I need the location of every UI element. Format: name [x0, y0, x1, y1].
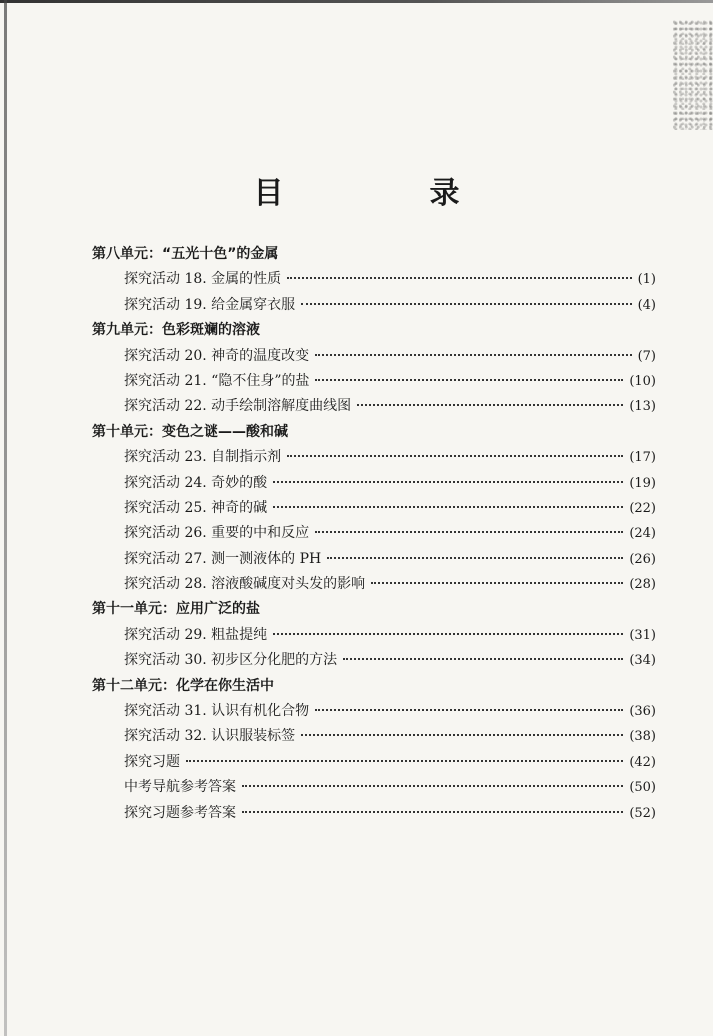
dot-leader	[315, 354, 631, 356]
toc-entry[interactable]	[92, 267, 656, 292]
toc-entry-label: 探究活动 18. 金属的性质	[124, 271, 282, 288]
toc-entry-page-number: (24)	[629, 526, 656, 542]
toc-entry[interactable]	[92, 471, 656, 496]
toc-entry-page-number: (36)	[629, 704, 656, 720]
dot-leader	[327, 557, 623, 559]
toc-entry[interactable]	[92, 775, 656, 800]
toc-entry[interactable]	[92, 496, 656, 521]
dot-leader	[315, 379, 623, 381]
dot-leader	[273, 506, 623, 508]
toc-entry-label: 探究活动 27. 测一测液体的 PH	[124, 550, 322, 567]
toc-entry-label: 中考导航参考答案	[124, 779, 236, 796]
dot-leader	[242, 811, 623, 813]
dot-leader	[273, 633, 623, 635]
toc-entry-page-number: (38)	[629, 729, 656, 745]
toc-entry[interactable]	[92, 801, 656, 826]
toc-entry[interactable]	[92, 293, 656, 318]
toc-entry-label: 探究活动 19. 给金属穿衣服	[124, 296, 296, 313]
toc-entry-label: 探究活动 31. 认识有机化合物	[124, 703, 310, 720]
toc-entry[interactable]	[92, 724, 656, 749]
page-title: 目 录	[253, 176, 518, 211]
toc-entry[interactable]	[92, 699, 656, 724]
toc-entry[interactable]	[92, 521, 656, 546]
toc-entry-page-number: (50)	[629, 780, 656, 796]
toc-entry-label: 探究活动 29. 粗盐提纯	[124, 626, 268, 643]
dot-leader	[301, 734, 623, 736]
toc-entry-label: 探究活动 32. 认识服装标签	[124, 728, 296, 745]
dot-leader	[357, 404, 623, 406]
toc-entry-page-number: (26)	[629, 551, 656, 567]
toc-entry-page-number: (10)	[629, 373, 656, 389]
toc-unit-heading: 第十一单元：应用广泛的盐	[92, 601, 260, 618]
toc-entry-page-number: (17)	[629, 450, 656, 466]
toc-entry-page-number: (22)	[629, 500, 656, 516]
toc-entry-label: 探究习题参考答案	[124, 804, 236, 821]
toc-entry[interactable]	[92, 547, 656, 572]
toc-entry-label: 探究活动 24. 奇妙的酸	[124, 474, 268, 491]
dot-leader	[287, 277, 631, 279]
toc-entry-page-number: (31)	[629, 627, 656, 643]
toc-unit-heading: 第九单元：色彩斑斓的溶液	[92, 322, 260, 339]
dot-leader	[371, 582, 623, 584]
toc-entry-page-number: (42)	[629, 754, 656, 770]
dot-leader	[273, 481, 623, 483]
toc-entry-page-number: (4)	[637, 297, 656, 313]
table-of-contents	[92, 242, 656, 826]
toc-entry-page-number: (1)	[637, 272, 656, 288]
dot-leader	[186, 760, 623, 762]
toc-entry-label: 探究活动 20. 神奇的温度改变	[124, 347, 310, 364]
toc-entry[interactable]	[92, 572, 656, 597]
toc-entry-label: 探究活动 28. 溶液酸碱度对头发的影响	[124, 576, 366, 593]
dot-leader	[343, 658, 623, 660]
dot-leader	[287, 455, 623, 457]
toc-entry-label: 探究习题	[124, 753, 180, 770]
toc-entry[interactable]	[92, 750, 656, 775]
toc-entry-label: 探究活动 22. 动手绘制溶解度曲线图	[124, 398, 352, 415]
toc-entry-label: 探究活动 25. 神奇的碱	[124, 499, 268, 516]
scan-edge-left	[4, 0, 7, 1036]
toc-entry-page-number: (34)	[629, 653, 656, 669]
toc-entry[interactable]	[92, 369, 656, 394]
toc-entry[interactable]	[92, 623, 656, 648]
toc-entry[interactable]	[92, 648, 656, 673]
dot-leader	[315, 709, 623, 711]
toc-entry[interactable]	[92, 445, 656, 470]
toc-unit-heading: 第十二单元：化学在你生活中	[92, 677, 274, 694]
toc-unit-heading: 第十单元：变色之谜——酸和碱	[92, 423, 288, 440]
toc-entry-page-number: (28)	[629, 577, 656, 593]
scan-noise	[673, 20, 713, 130]
toc-entry-label: 探究活动 30. 初步区分化肥的方法	[124, 652, 338, 669]
toc-entry-label: 探究活动 21. “隐不住身”的盐	[124, 372, 310, 389]
toc-entry[interactable]	[92, 344, 656, 369]
toc-entry-page-number: (13)	[629, 399, 656, 415]
toc-entry[interactable]	[92, 394, 656, 419]
scan-edge-top	[0, 0, 713, 3]
toc-entry-page-number: (52)	[629, 805, 656, 821]
toc-entry-page-number: (7)	[637, 348, 656, 364]
dot-leader	[315, 531, 623, 533]
toc-entry-label: 探究活动 23. 自制指示剂	[124, 449, 282, 466]
toc-entry-page-number: (19)	[629, 475, 656, 491]
toc-unit-heading: 第八单元：“五光十色”的金属	[92, 246, 279, 262]
dot-leader	[301, 303, 631, 305]
dot-leader	[242, 785, 623, 787]
toc-entry-label: 探究活动 26. 重要的中和反应	[124, 525, 310, 542]
